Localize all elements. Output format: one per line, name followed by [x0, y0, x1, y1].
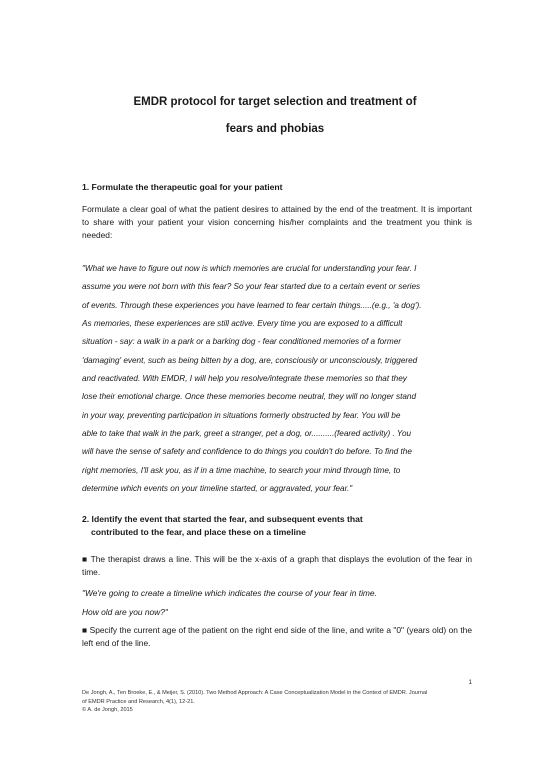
footer-line-1: De Jongh, A., Ten Broeke, E., & Meijer, S. (2010). Two Method Approach: A Case Conceptualization Model in the Context of EMDR. Journal	[82, 690, 428, 696]
quote-line: assume you were not born with this fear? So your fear started due to a certain event or series	[82, 282, 421, 292]
quote-line: in your way, preventing participation in situations formerly obstructed by fear. You will be	[82, 410, 401, 420]
footer-citation	[82, 689, 474, 715]
page-number: 1	[468, 680, 472, 686]
footer-copyright: © A. de Jongh, 2015	[82, 707, 133, 713]
quote-line: As memories, these experiences are still active. Every time you are exposed to a difficult	[82, 319, 403, 329]
section-1-heading: 1. Formulate the therapeutic goal for your patient	[82, 182, 283, 192]
document-title-line-2: fears and phobias	[225, 123, 325, 135]
quote-line: determine which events on your timeline started, or aggravated, your fear."	[82, 484, 353, 494]
quote-line: lose their emotional charge. Once these memories become neutral, they will no longer stand	[82, 392, 417, 402]
section-1-quote	[82, 260, 474, 498]
footer-line-2: of EMDR Practice and Research, 4(1), 12-21.	[82, 698, 195, 705]
quote-line: situation - say: a walk in a park or a barking dog - fear conditioned memories of a former	[82, 337, 402, 347]
section-2-bullet-2: ■ Specify the current age of the patient on the right end side of the line, and write a "0" (years old) on the left end of the line.	[82, 625, 472, 648]
quote-line: and reactivated. With EMDR, I will help you resolve/integrate these memories so that they	[82, 374, 407, 384]
section-2-bullet-1: ■ The therapist draws a line. This will be the x-axis of a graph that displays the evolution of the fear in time.	[82, 554, 472, 577]
quote-line: able to take that walk in the park, greet a stranger, pet a dog, or..........(feared activity) . You	[82, 429, 412, 439]
section-2-quote-1: "We're going to create a timeline which indicates the course of your fear in time.	[82, 588, 377, 598]
section-2-heading-line-1: 2. Identify the event that started the fear, and subsequent events that	[82, 514, 363, 524]
section-2-quote-2: How old are you now?"	[82, 607, 168, 617]
quote-line: will have the sense of safety and confidence to do things you couldn't do before. To find the	[82, 447, 412, 457]
quote-line: "What we have to figure out now is which memories are crucial for understanding your fear. I	[82, 264, 417, 273]
document-title-line-1: EMDR protocol for target selection and treatment of	[133, 96, 417, 108]
quote-line: of events. Through these experiences you have learned to fear certain things.....(e.g., 'a dog').	[82, 300, 422, 310]
section-2-heading-line-2: contributed to the fear, and place these on a timeline	[91, 527, 306, 537]
quote-line: right memories, I'll ask you, as if in a time machine, to search your mind through time, to	[82, 465, 401, 475]
section-1-intro: Formulate a clear goal of what the patient desires to attained by the end of the treatment. It is important to share with your patient your vision concerning his/her complaints and the treatment you think is needed:	[82, 204, 472, 240]
quote-line: 'damaging' event, such as being bitten by a dog, are, consciously or unconsciously, triggered	[82, 355, 418, 365]
